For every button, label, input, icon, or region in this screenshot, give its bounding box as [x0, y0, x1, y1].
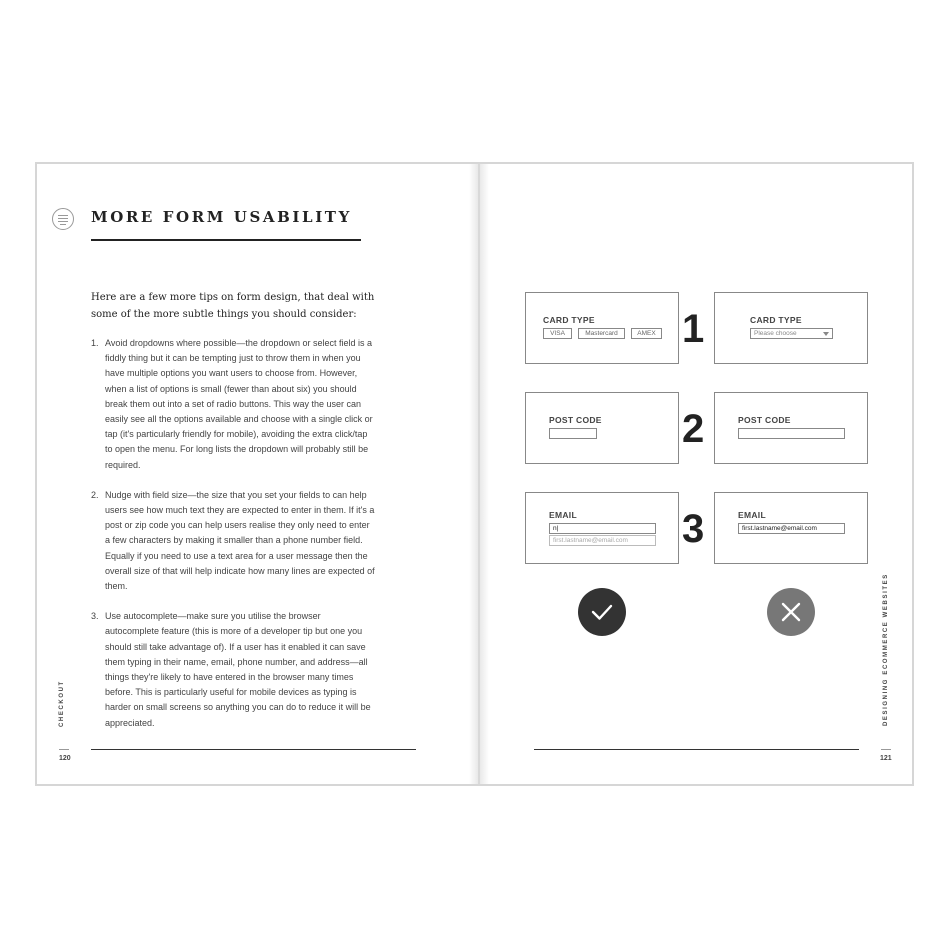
post-code-field-long[interactable]: [738, 428, 845, 439]
good-example-post-code: [525, 392, 679, 464]
card-type-select[interactable]: [750, 328, 833, 339]
intro-paragraph: Here are a few more tips on form design, that deal with some of the more subtle things you should consider:: [91, 292, 375, 320]
bad-example-post-code: [714, 392, 868, 464]
page-number-tick: [59, 749, 69, 750]
field-label: CARD TYPE: [750, 315, 802, 325]
page-number: 121: [880, 755, 892, 762]
email-field[interactable]: first.lastname@email.com: [738, 523, 845, 534]
select-value: Please choose: [754, 330, 797, 337]
tips-list: [91, 336, 376, 746]
list-item-text: Nudge with field size—the size that you set your fields to can help users see how much text they are expected to enter in them. If it's a post or zip code you can help users realise they only need to enter a few characters by making it smaller than a phone number field. Equally if you need to use a text area for a user message then the overall size of that will help indicate how many lines are expected of them.: [105, 489, 375, 592]
chevron-down-icon: [823, 332, 829, 336]
email-field[interactable]: n|: [549, 523, 656, 534]
good-example-email: [525, 492, 679, 564]
field-label: POST CODE: [738, 415, 791, 425]
list-item-number: 1.: [91, 338, 99, 348]
list-item: [91, 488, 376, 594]
post-code-field-short[interactable]: [549, 428, 597, 439]
field-label: CARD TYPE: [543, 315, 595, 325]
bad-example-email: [714, 492, 868, 564]
field-label: EMAIL: [738, 510, 766, 520]
book-spread: [35, 162, 914, 786]
heading-underline: [91, 239, 361, 241]
list-item: [91, 336, 376, 473]
radio-option-mastercard[interactable]: Mastercard: [578, 328, 625, 339]
right-page: [477, 164, 914, 784]
page-heading: MORE FORM USABILITY: [91, 208, 352, 226]
step-number: 3: [682, 507, 705, 551]
checkmark-icon: [578, 588, 626, 636]
field-label: EMAIL: [549, 510, 577, 520]
bad-example-card-type: [714, 292, 868, 364]
step-number: 2: [682, 407, 705, 451]
list-item-text: Avoid dropdowns where possible—the dropdown or select field is a fiddly thing but it can be tempting just to throw them in when you have multiple options you want users to choose from. However, when a list of options is small (fewer than about six) you should break them out into a set of radio buttons. This way the user can easily see all the options available and choose with a single click or tap (it's particularly friendly for mobile), avoiding the extra click/tap to open the menu. For long lists the dropdown will probably still be required.: [105, 338, 373, 470]
section-side-label: CHECKOUT: [59, 680, 65, 727]
list-icon: [52, 208, 74, 230]
page-number: 120: [59, 755, 71, 762]
radio-option-amex[interactable]: AMEX: [631, 328, 662, 339]
radio-option-visa[interactable]: VISA: [543, 328, 572, 339]
bottom-rule: [534, 749, 859, 750]
good-example-card-type: [525, 292, 679, 364]
list-item: [91, 609, 376, 731]
left-page: [37, 164, 477, 784]
autocomplete-suggestion[interactable]: first.lastname@email.com: [549, 535, 656, 546]
cross-icon: [767, 588, 815, 636]
bottom-rule: [91, 749, 416, 750]
page-number-tick: [881, 749, 891, 750]
book-side-label: DESIGNING ECOMMERCE WEBSITES: [883, 573, 889, 726]
field-label: POST CODE: [549, 415, 602, 425]
list-item-number: 3.: [91, 611, 99, 622]
list-item-number: 2.: [91, 489, 99, 500]
step-number: 1: [682, 307, 705, 351]
list-item-text: Use autocomplete—make sure you utilise the browser autocomplete feature (this is more of a developer tip but one you should still take advantage of). If a user has it enabled it can save them typing in their name, email, phone number, and address—all things they're likely to have entered in the browser many times before. This is particularly useful for mobile devices as typing is harder on small screens so anything you can do to reduce it will be appreciated.: [105, 611, 371, 728]
